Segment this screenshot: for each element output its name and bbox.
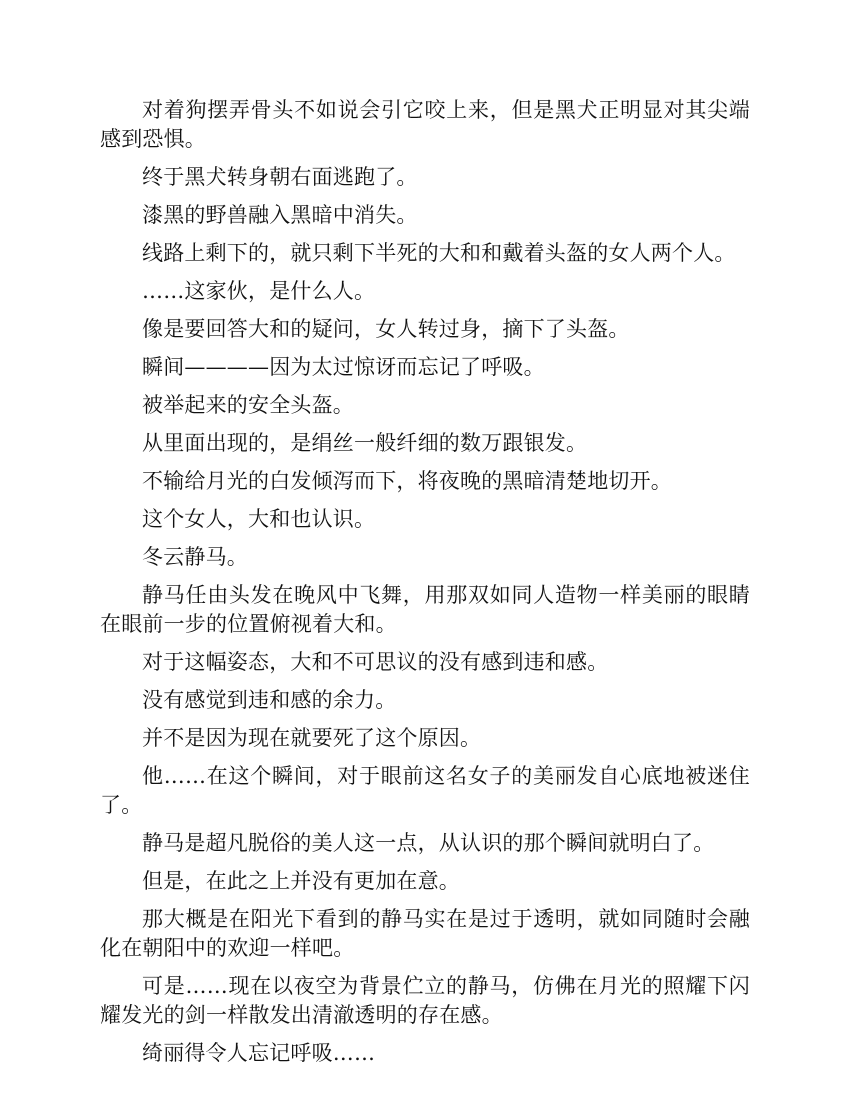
paragraph: 绮丽得令人忘记呼吸…… bbox=[142, 1041, 376, 1065]
paragraph: 冬云静马。 bbox=[142, 545, 248, 569]
paragraph: 漆黑的野兽融入黑暗中消失。 bbox=[142, 203, 418, 227]
paragraph: 静马任由头发在晚风中飞舞，用那双如同人造物一样美丽的眼睛在眼前一步的位置俯视着大和。 bbox=[100, 583, 750, 636]
paragraph: 但是，在此之上并没有更加在意。 bbox=[142, 869, 460, 893]
paragraph: 对于这幅姿态，大和不可思议的没有感到违和感。 bbox=[142, 650, 609, 674]
paragraph: 他……在这个瞬间，对于眼前这名女子的美丽发自心底地被迷住了。 bbox=[100, 764, 750, 817]
paragraph: 可是……现在以夜空为背景伫立的静马，仿佛在月光的照耀下闪耀发光的剑一样散发出清澈透明的存在感。 bbox=[100, 974, 750, 1027]
paragraph: 瞬间————因为太过惊讶而忘记了呼吸。 bbox=[142, 355, 545, 379]
paragraph: 这个女人，大和也认识。 bbox=[142, 507, 376, 531]
paragraph: 那大概是在阳光下看到的静马实在是过于透明，就如同随时会融化在朝阳中的欢迎一样吧。 bbox=[100, 907, 750, 960]
paragraph: 静马是超凡脱俗的美人这一点，从认识的那个瞬间就明白了。 bbox=[142, 831, 715, 855]
paragraph: 终于黑犬转身朝右面逃跑了。 bbox=[142, 165, 418, 189]
paragraph: 不输给月光的白发倾泻而下，将夜晚的黑暗清楚地切开。 bbox=[142, 469, 672, 493]
paragraph: 线路上剩下的，就只剩下半死的大和和戴着头盔的女人两个人。 bbox=[142, 241, 736, 265]
paragraph: 没有感觉到违和感的余力。 bbox=[142, 688, 397, 712]
paragraph: 被举起来的安全头盔。 bbox=[142, 393, 354, 417]
paragraph: 像是要回答大和的疑问，女人转过身，摘下了头盔。 bbox=[142, 317, 630, 341]
document-page bbox=[100, 96, 750, 1077]
paragraph: ……这家伙，是什么人。 bbox=[142, 279, 376, 303]
paragraph: 对着狗摆弄骨头不如说会引它咬上来，但是黑犬正明显对其尖端感到恐惧。 bbox=[100, 98, 750, 151]
paragraph: 并不是因为现在就要死了这个原因。 bbox=[142, 726, 482, 750]
paragraph: 从里面出现的，是绢丝一般纤细的数万跟银发。 bbox=[142, 431, 588, 455]
